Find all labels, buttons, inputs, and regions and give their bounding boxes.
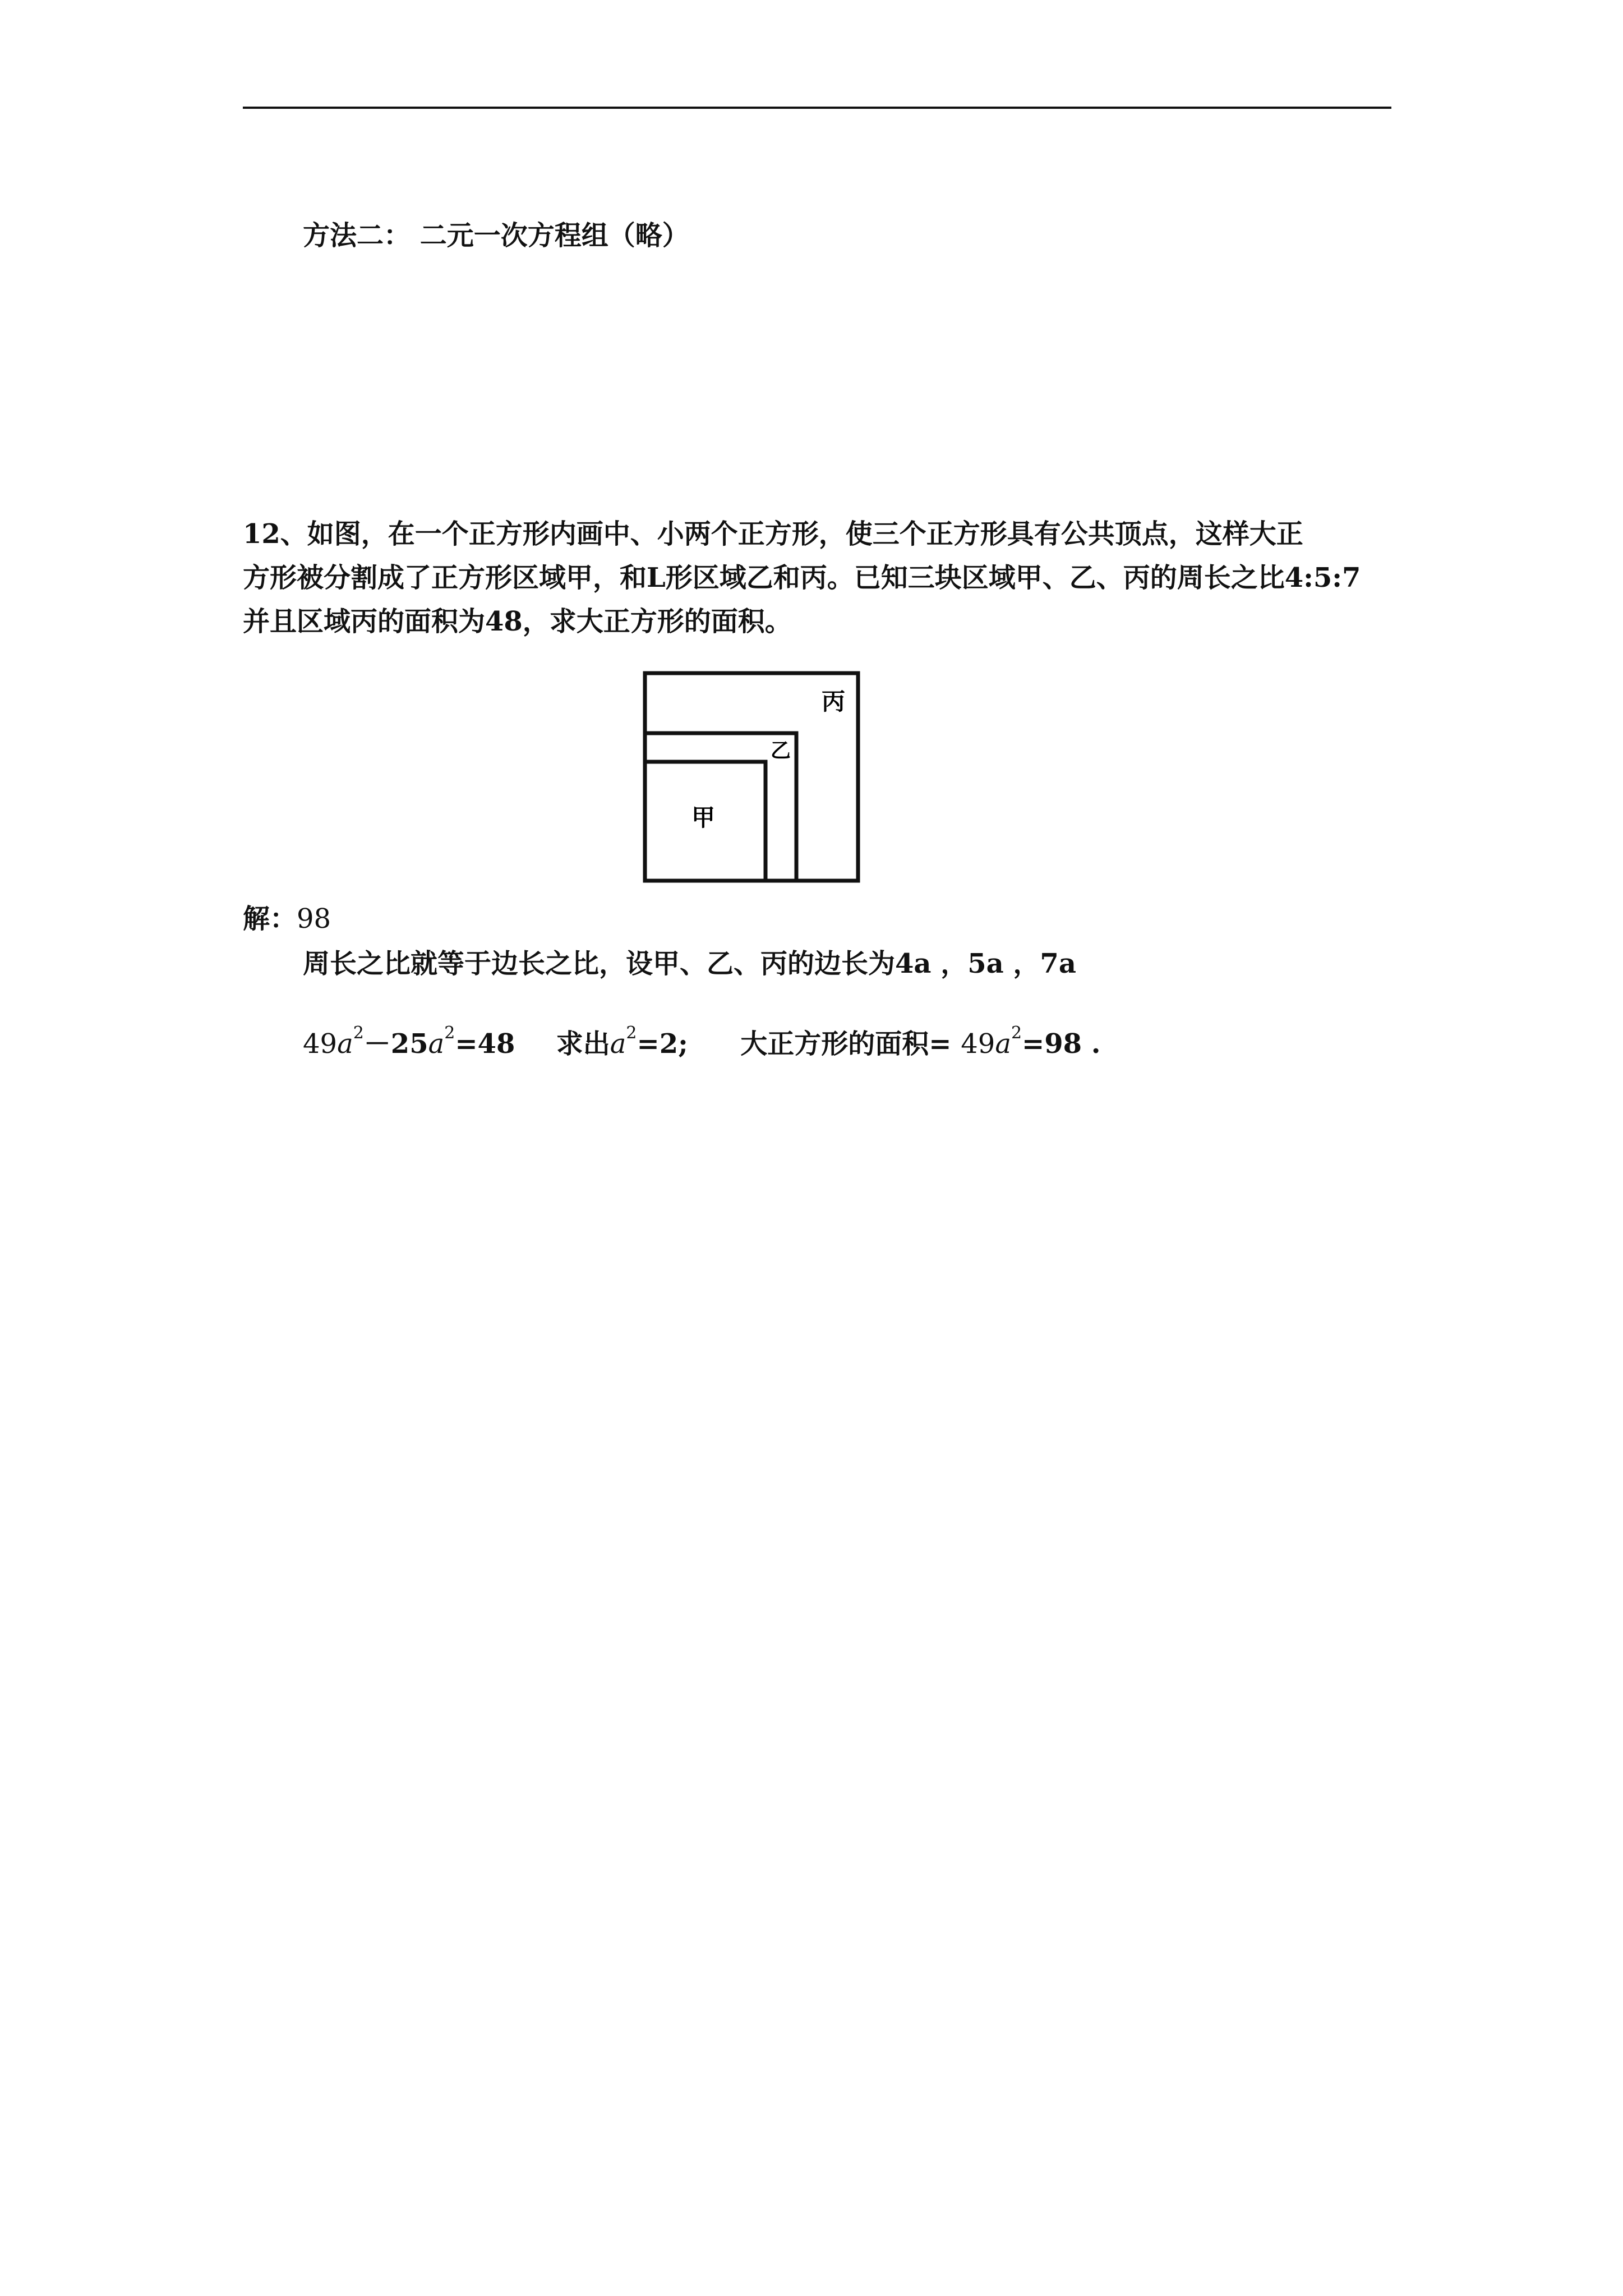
exp-2: 2 <box>1011 1023 1022 1043</box>
equals-98: =98 . <box>1022 1028 1101 1060</box>
var-a: a <box>428 1028 445 1060</box>
problem-line-2: 方形被分割成了正方形区域甲，和L形区域乙和丙。已知三块区域甲、乙、丙的周长之比4:5:7 <box>243 562 1361 593</box>
var-a: a <box>610 1028 626 1060</box>
solution-line-1: 周长之比就等于边长之比，设甲、乙、丙的边长为4a ，5a ，7a <box>303 948 1076 979</box>
minus-25: －25 <box>363 1028 428 1060</box>
coef-49-b: 49 <box>961 1028 995 1060</box>
label-bing: 丙 <box>822 688 846 715</box>
find-text: 求出 <box>556 1028 610 1060</box>
label-jia: 甲 <box>691 804 716 831</box>
problem-line-3: 并且区域丙的面积为48，求大正方形的面积。 <box>243 606 792 637</box>
solution-label: 解： <box>243 903 297 935</box>
label-yi: 乙 <box>771 739 791 762</box>
var-a: a <box>995 1028 1011 1060</box>
coef-49: 49 <box>303 1028 338 1060</box>
method-two-line: 方法二： 二元一次方程组（略） <box>303 220 689 251</box>
var-a: a <box>337 1028 353 1060</box>
nested-squares-figure <box>634 668 869 892</box>
header-rule <box>243 107 1391 109</box>
exp-2: 2 <box>353 1023 364 1043</box>
problem-line-1: 12、如图，在一个正方形内画中、小两个正方形，使三个正方形具有公共顶点，这样大正 <box>243 518 1303 550</box>
solution-formula-line <box>303 1016 1100 1061</box>
exp-2: 2 <box>444 1023 455 1043</box>
solution-answer: 98 <box>297 903 331 935</box>
solution-answer-line <box>243 902 331 936</box>
area-text: 大正方形的面积= <box>740 1028 952 1060</box>
exp-2: 2 <box>626 1023 637 1043</box>
equals-48: =48 <box>455 1028 515 1060</box>
equals-2: =2; <box>637 1028 688 1060</box>
